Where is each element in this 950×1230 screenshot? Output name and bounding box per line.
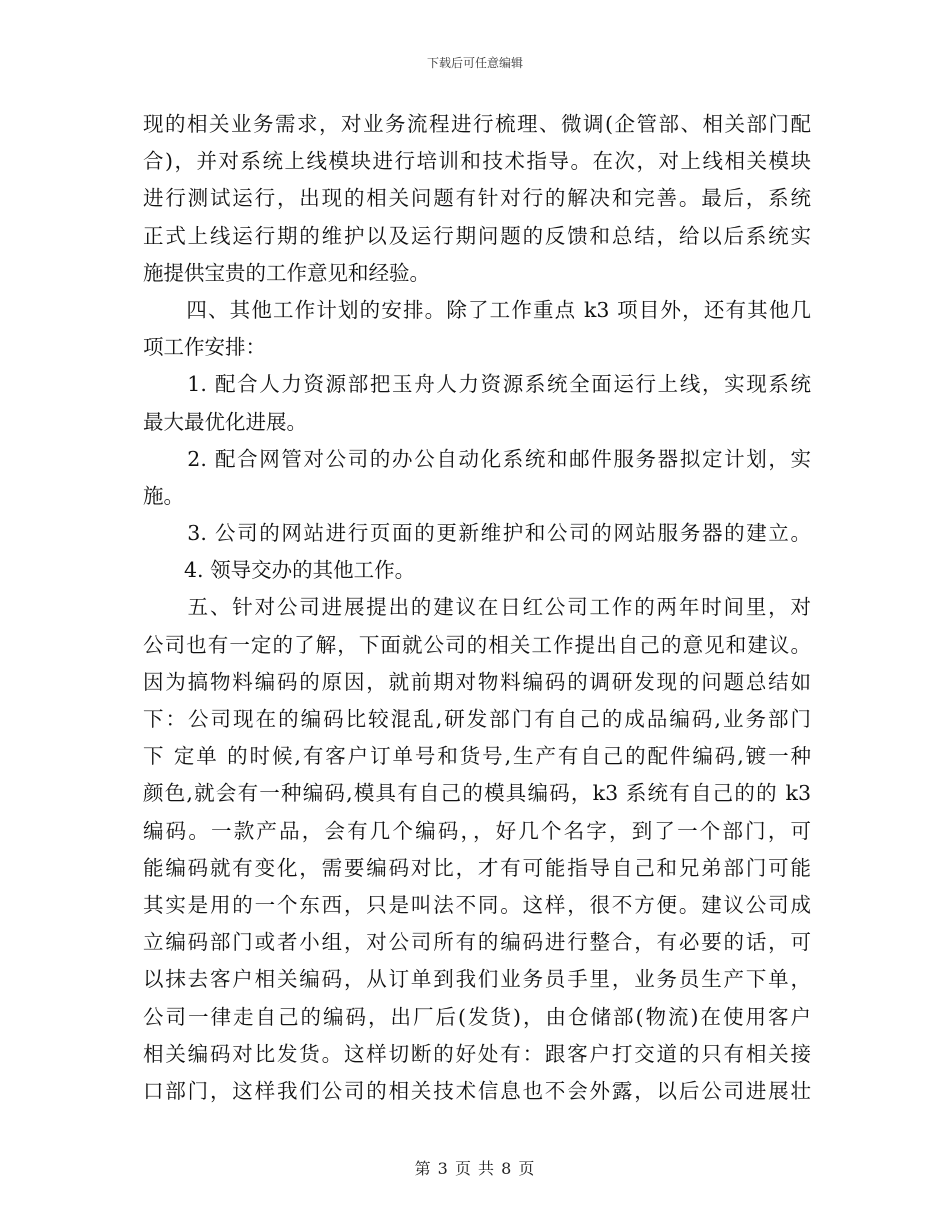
body-line: 四、其他工作计划的安排。除了工作重点 k3 项目外，还有其他几	[143, 297, 811, 322]
body-line: 以抹去客户相关编码，从订单到我们业务员手里，业务员生产下单，	[143, 967, 811, 992]
body-line: 现的相关业务需求，对业务流程进行梳理、微调(企管部、相关部门配	[143, 112, 811, 136]
body-line: 下 定单 的时候,有客户订单号和货号,生产有自己的配件编码,镀一种	[143, 744, 811, 769]
body-line: 编码。一款产品，会有几个编码，，好几个名字，到了一个部门，可	[143, 818, 811, 843]
body-line: 正式上线运行期的维护以及运行期问题的反馈和总结，给以后系统实	[143, 223, 811, 248]
body-line: 项工作安排：	[143, 335, 266, 360]
body-line: 颜色,就会有一种编码,模具有自己的模具编码，k3 系统有自己的的 k3	[143, 781, 811, 806]
body-line: 3. 公司的网站进行页面的更新维护和公司的网站服务器的建立。	[143, 521, 811, 546]
body-line: 施提供宝贵的工作意见和经验。	[143, 260, 430, 285]
page-number-footer: 第 3 页 共 8 页	[414, 1159, 536, 1178]
body-line: 合)，并对系统上线模块进行培训和技术指导。在次，对上线相关模块	[143, 149, 811, 174]
body-line: 五、针对公司进展提出的建议在日红公司工作的两年时间里，对	[143, 595, 811, 620]
document-body	[143, 106, 811, 1110]
body-line: 最大最优化进展。	[143, 409, 307, 434]
body-line: 公司一律走自己的编码，出厂后(发货)，由仓储部(物流)在使用客户	[143, 1004, 811, 1029]
body-line: 相关编码对比发货。这样切断的好处有：跟客户打交道的只有相关接	[143, 1041, 811, 1066]
body-line: 因为搞物料编码的原因，就前期对物料编码的调研发现的问题总结如	[143, 669, 811, 694]
body-line: 能编码就有变化，需要编码对比，才有可能指导自己和兄弟部门可能	[143, 855, 811, 880]
body-line: 下：公司现在的编码比较混乱,研发部门有自己的成品编码,业务部门	[143, 707, 811, 731]
body-line: 2. 配合网管对公司的办公自动化系统和邮件服务器拟定计划，实	[143, 446, 811, 471]
body-line: 其实是用的一个东西，只是叫法不同。这样，很不方便。建议公司成	[143, 892, 811, 917]
body-line: 1. 配合人力资源部把玉舟人力资源系统全面运行上线，实现系统	[143, 372, 811, 397]
body-line: 立编码部门或者小组，对公司所有的编码进行整合，有必要的话，可	[143, 930, 811, 955]
body-line: 口部门，这样我们公司的相关技术信息也不会外露，以后公司进展壮	[143, 1078, 811, 1103]
body-line: 4. 领导交办的其他工作。	[143, 558, 416, 583]
body-line: 公司也有一定的了解，下面就公司的相关工作提出自己的意见和建议。	[143, 632, 811, 657]
page-header: 下载后可任意编辑	[426, 56, 523, 70]
body-line: 进行测试运行，出现的相关问题有针对行的解决和完善。最后，系统	[143, 186, 811, 211]
body-line: 施。	[143, 483, 184, 508]
